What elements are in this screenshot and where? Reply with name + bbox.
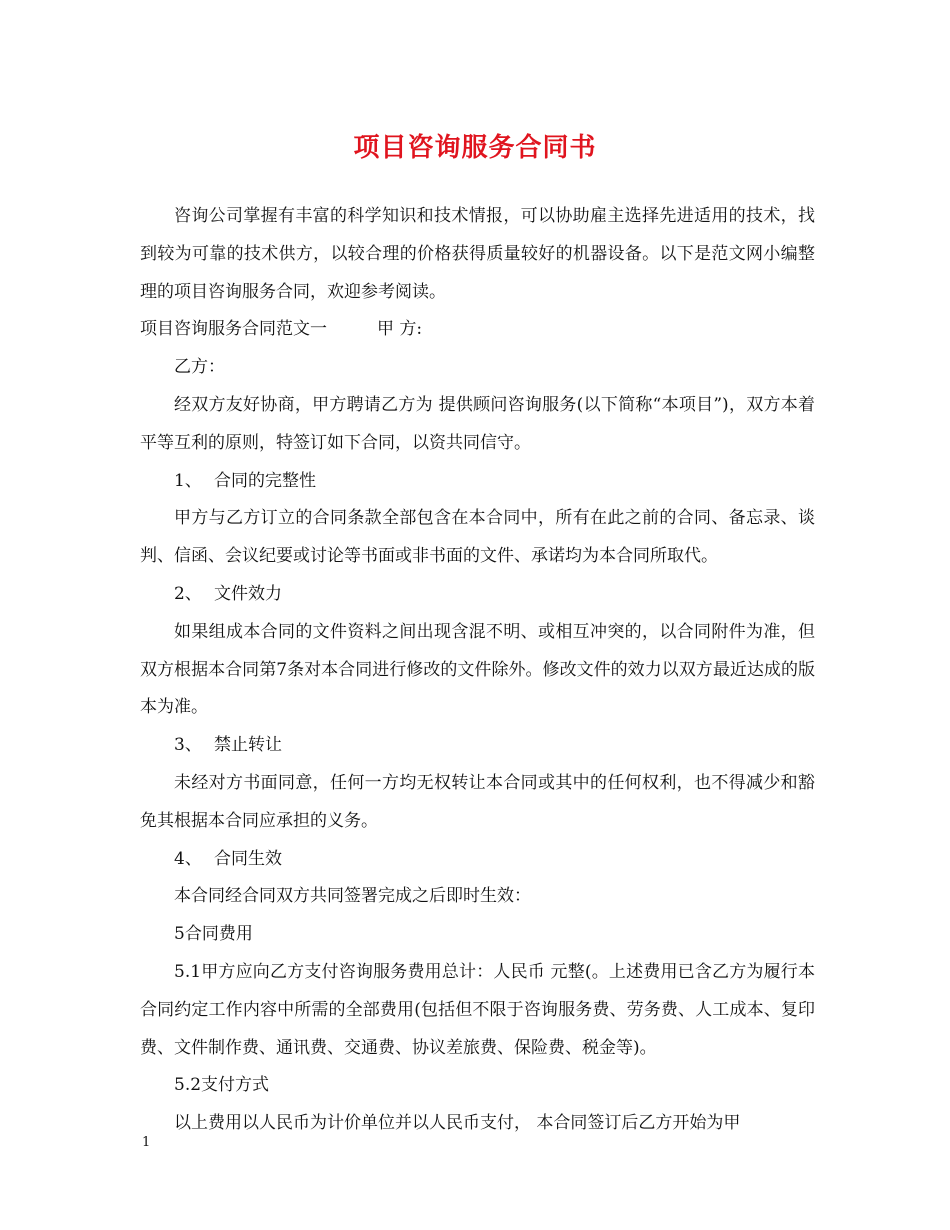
section-heading-text: 禁止转让 (214, 735, 282, 756)
clause-5-1: 5.1甲方应向乙方支付咨询服务费用总计：人民币 元整(。上述费用已含乙方为履行本合同约定工作内容中所需的全部费用(包括但不限于咨询服务费、劳务费、人工成本、复印费、文件制作费、通讯费、交通费、协议差旅费、保险费、税金等)。 (140, 961, 815, 1058)
section-number: 2、 (174, 583, 202, 604)
clause-5-2-text: 以上费用以人民币为计价单位并以人民币支付， 本合同签订后乙方开始为甲 (174, 1113, 741, 1134)
document-body (140, 198, 815, 1143)
section-heading-text: 合同的完整性 (214, 470, 316, 491)
page-number: 1 (142, 1135, 151, 1150)
section-number: 4、 (174, 848, 202, 869)
section-heading-2 (140, 576, 815, 614)
section-heading-text: 合同生效 (214, 848, 282, 869)
section-heading-text: 文件效力 (214, 583, 282, 604)
clause-5-2-heading: 5.2支付方式 (174, 1075, 270, 1096)
section-number: 3、 (174, 735, 202, 756)
section-heading-5: 5合同费用 (174, 924, 253, 945)
section-text-1: 甲方与乙方订立的合同条款全部包含在本合同中，所有在此之前的合同、备忘录、谈判、信函、会议纪要或讨论等书面或非书面的文件、承诺均为本合同所取代。 (140, 508, 815, 567)
sample-label: 项目咨询服务合同范文一 (140, 319, 327, 340)
sample-heading-line (140, 311, 815, 349)
section-heading-4 (140, 841, 815, 879)
section-text-3: 未经对方书面同意，任何一方均无权转让本合同或其中的任何权利，也不得减少和豁免其根据本合同应承担的义务。 (140, 772, 815, 831)
section-text-4: 本合同经合同双方共同签署完成之后即时生效： (174, 886, 531, 907)
intro-paragraph: 咨询公司掌握有丰富的科学知识和技术情报，可以协助雇主选择先进适用的技术，找到较为可靠的技术供方，以较合理的价格获得质量较好的机器设备。以下是范文网小编整理的项目咨询服务合同，欢迎参考阅读。 (140, 206, 815, 302)
section-heading-3 (140, 727, 815, 765)
party-a-label: 甲 方: (377, 319, 423, 340)
document-title: 项目咨询服务合同书 (353, 133, 597, 163)
preamble-paragraph: 经双方友好协商，甲方聘请乙方为 提供顾问咨询服务(以下简称“本项目”)，双方本着平等互利的原则，特签订如下合同，以资共同信守。 (140, 394, 815, 453)
party-b-label: 乙方： (174, 357, 225, 378)
section-text-2: 如果组成本合同的文件资料之间出现含混不明、或相互冲突的，以合同附件为准，但双方根据本合同第7条对本合同进行修改的文件除外。修改文件的效力以双方最近达成的版本为准。 (140, 621, 815, 718)
section-number: 1、 (174, 470, 202, 491)
section-heading-1 (140, 463, 815, 501)
